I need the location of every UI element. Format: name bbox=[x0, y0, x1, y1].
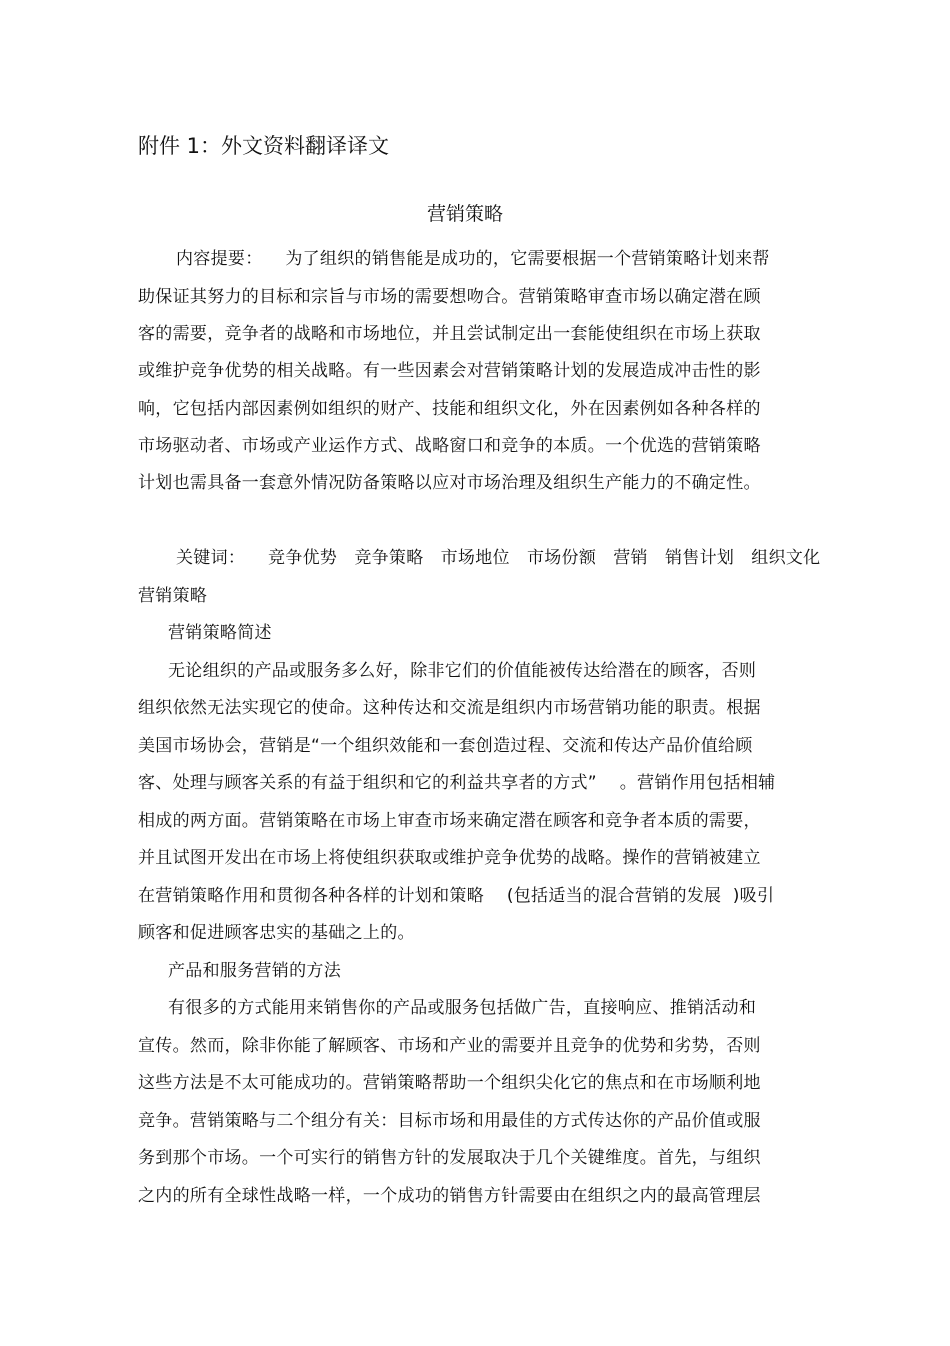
paragraph-line: 顾客和促进顾客忠实的基础之上的。 bbox=[138, 923, 415, 943]
abstract-line: 计划也需具备一套意外情况防备策略以应对市场治理及组织生产能力的不确定性。 bbox=[138, 473, 761, 493]
section-title: 营销策略简述 bbox=[168, 623, 272, 643]
keywords-line: 营销策略 bbox=[138, 586, 208, 606]
abstract-line: 市场驱动者、市场或产业运作方式、战略窗口和竞争的本质。一个优选的营销策略 bbox=[138, 436, 761, 456]
paragraph-line: 务到那个市场。一个可实行的销售方针的发展取决于几个关键维度。首先，与组织 bbox=[138, 1148, 761, 1168]
keywords-line: 关键词： 竞争优势 竞争策略 市场地位 市场份额 营销 销售计划 组织文化 bbox=[176, 548, 821, 568]
paragraph-line: 这些方法是不太可能成功的。营销策略帮助一个组织尖化它的焦点和在市场顺利地 bbox=[138, 1073, 761, 1093]
paragraph-line: 并且试图开发出在市场上将使组织获取或维护竞争优势的战略。操作的营销被建立 bbox=[138, 848, 761, 868]
paragraph-line: 相成的两方面。营销策略在市场上审查市场来确定潜在顾客和竞争者本质的需要， bbox=[138, 811, 761, 831]
paragraph-line: 竞争。营销策略与二个组分有关：目标市场和用最佳的方式传达你的产品价值或服 bbox=[138, 1111, 761, 1131]
abstract-line: 助保证其努力的目标和宗旨与市场的需要想吻合。营销策略审查市场以确定潜在顾 bbox=[138, 287, 761, 307]
paragraph-line: 美国市场协会，营销是“一个组织效能和一套创造过程、交流和传达产品价值给顾 bbox=[138, 736, 753, 756]
paragraph-line: 之内的所有全球性战略一样，一个成功的销售方针需要由在组织之内的最高管理层 bbox=[138, 1186, 761, 1206]
paragraph-line: 有很多的方式能用来销售你的产品或服务包括做广告，直接响应、推销活动和 bbox=[168, 998, 757, 1018]
paragraph-line: 组织依然无法实现它的使命。这种传达和交流是组织内市场营销功能的职责。根据 bbox=[138, 698, 761, 718]
paragraph-line: 在营销策略作用和贯彻各种各样的计划和策略 (包括适当的混合营销的发展 )吸引 bbox=[138, 886, 775, 906]
section-title: 产品和服务营销的方法 bbox=[168, 961, 341, 981]
appendix-heading: 附件 1：外文资料翻译译文 bbox=[138, 134, 390, 158]
abstract-line: 响，它包括内部因素例如组织的财产、技能和组织文化，外在因素例如各种各样的 bbox=[138, 399, 761, 419]
paragraph-line: 无论组织的产品或服务多么好，除非它们的价值能被传达给潜在的顾客，否则 bbox=[168, 661, 757, 681]
abstract-line: 内容提要： 为了组织的销售能是成功的，它需要根据一个营销策略计划来帮 bbox=[176, 249, 770, 269]
paragraph-line: 宣传。然而，除非你能了解顾客、市场和产业的需要并且竞争的优势和劣势，否则 bbox=[138, 1036, 761, 1056]
abstract-line: 或维护竞争优势的相关战略。有一些因素会对营销策略计划的发展造成冲击性的影 bbox=[138, 361, 761, 381]
paragraph-line: 客、处理与顾客关系的有益于组织和它的利益共享者的方式” 。营销作用包括相辅 bbox=[138, 773, 776, 793]
article-title: 营销策略 bbox=[426, 203, 503, 225]
abstract-line: 客的需要，竞争者的战略和市场地位，并且尝试制定出一套能使组织在市场上获取 bbox=[138, 324, 761, 344]
